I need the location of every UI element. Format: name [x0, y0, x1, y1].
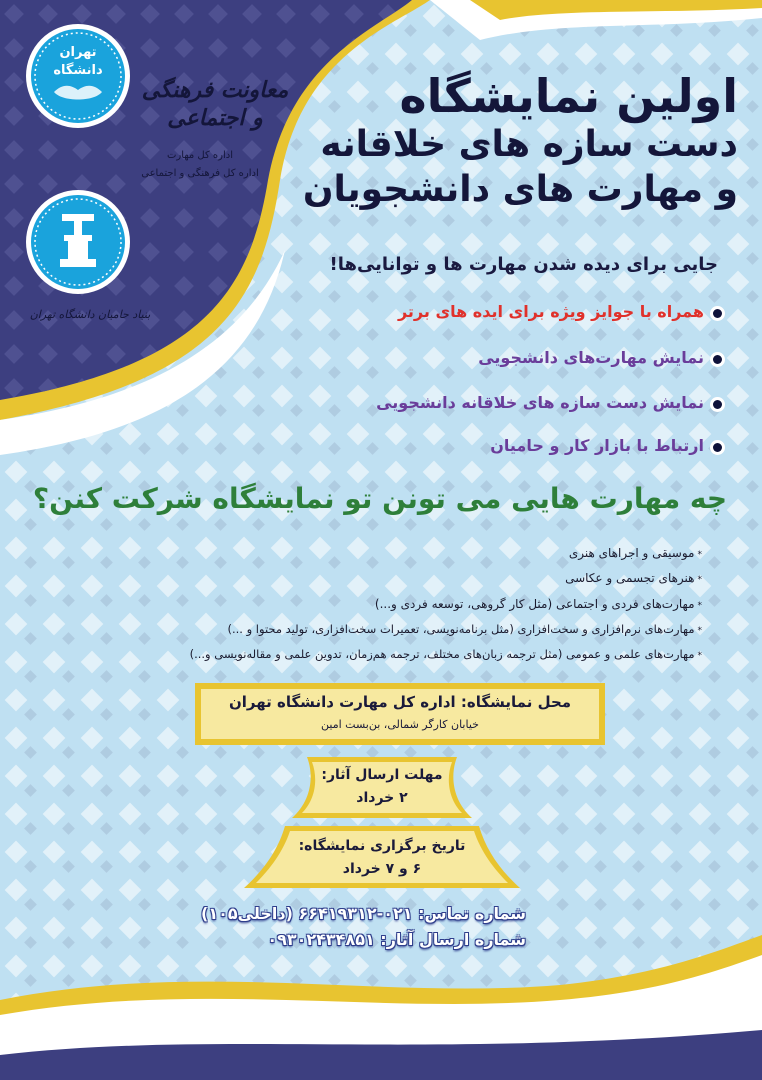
- deadline-value: ۲ خرداد: [356, 790, 408, 806]
- skill-item: *هنرهای تجسمی و عکاسی: [565, 571, 702, 585]
- skills-question: چه مهارت هایی می تونن تو نمایشگاه شرکت کنن؟: [32, 482, 728, 515]
- deadline-label: مهلت ارسال آثار:: [321, 767, 443, 783]
- deputy-sub1: اداره کل مهارت: [166, 150, 234, 161]
- location-label: محل نمایشگاه: اداره کل مهارت دانشگاه تهران: [228, 693, 572, 711]
- feature-item-market: ارتباط با بازار کار و حامیان: [490, 436, 704, 455]
- title-line2: دست سازه های خلاقانه: [320, 124, 738, 165]
- bullet-dot: [713, 355, 722, 364]
- subtitle: جایی برای دیده شدن مهارت ها و توانایی‌ها!: [329, 254, 718, 275]
- feature-item-prizes: همراه با جوایز ویژه برای ایده های برتر: [397, 302, 704, 321]
- location-address: خیابان کارگر شمالی، بن‌بست امین: [321, 718, 479, 731]
- bullet-dot: [713, 443, 722, 452]
- foundation-name: بنیاد حامیان دانشگاه تهران: [29, 308, 151, 321]
- foundation-logo: [24, 188, 132, 296]
- skill-item: *مهارت‌های نرم‌افزاری و سخت‌افزاری (مثل برنامه‌نویسی، تعمیرات سخت‌افزاری، تولید محتوا و ...): [227, 622, 702, 636]
- title-line3: و مهارت های دانشجویان: [302, 169, 738, 210]
- event-date-value: ۶ و ۷ خرداد: [342, 861, 422, 877]
- bullet-dot: [713, 400, 722, 409]
- university-logo-text: تهران دانشگاه: [53, 45, 103, 78]
- feature-item-skills: نمایش مهارت‌های دانشجویی: [478, 348, 704, 367]
- bullet-dot: [713, 309, 722, 318]
- skill-item: *مهارت‌های فردی و اجتماعی (مثل کار گروهی، توسعه فردی و...): [374, 597, 702, 611]
- deputy-sub2: اداره کل فرهنگی و اجتماعی: [141, 168, 259, 179]
- skill-item: *موسیقی و اجراهای هنری: [568, 546, 702, 560]
- page-title: [298, 70, 738, 212]
- event-date-label: تاریخ برگزاری نمایشگاه:: [298, 838, 466, 854]
- title-line1: اولین نمایشگاه: [399, 69, 738, 123]
- contact-phone: شماره تماس: ۰۲۱-۶۶۴۱۹۳۱۲ (داخلی۱۰۵): [201, 904, 526, 923]
- feature-item-crafts: نمایش دست سازه های خلاقانه دانشجویی: [376, 393, 704, 412]
- deputy-name: معاونت فرهنگی و اجتماعی: [141, 77, 289, 131]
- contact-submission: شماره ارسال آثار: ۰۹۳۰۲۴۳۴۸۵۱: [267, 930, 526, 949]
- skill-item: *مهارت‌های علمی و عمومی (مثل ترجمه زبان‌های مختلف، ترجمه هم‌زمان، تدوین علمی و مقاله‌نویسی و...): [189, 647, 702, 661]
